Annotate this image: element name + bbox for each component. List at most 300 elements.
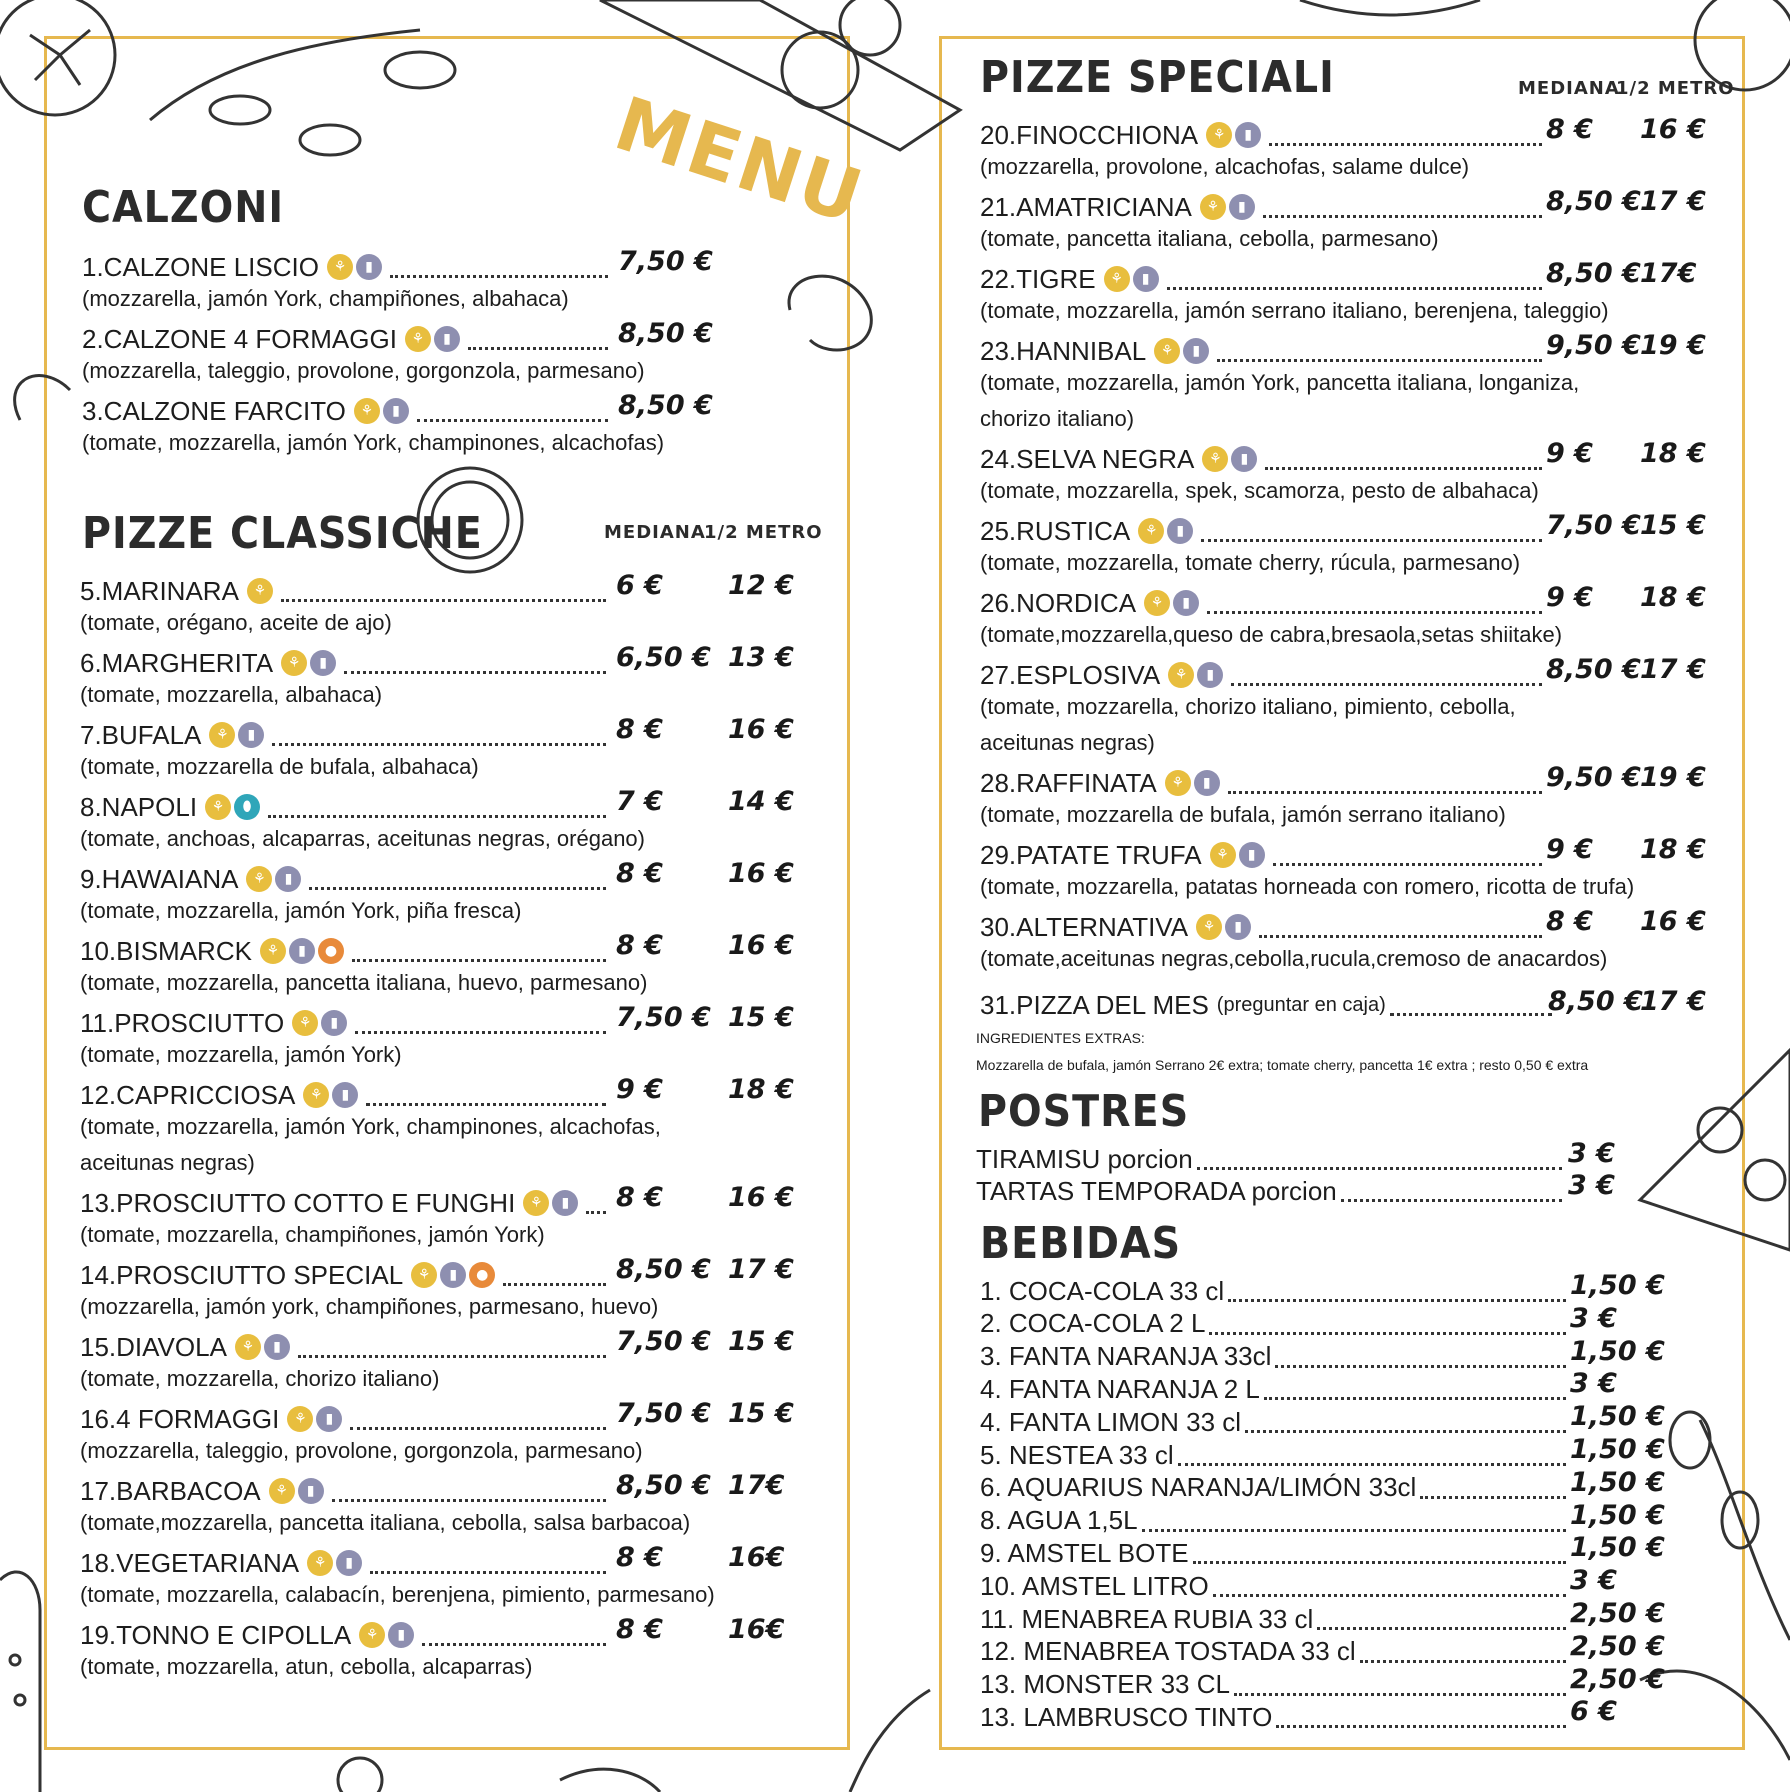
wheat-icon: ⚘ <box>303 1082 329 1108</box>
item-name: 7.BUFALA <box>80 719 202 750</box>
dot-leader <box>1390 1013 1552 1016</box>
menu-item-row <box>80 1330 610 1364</box>
allergen-icons <box>287 1406 342 1432</box>
item-note: (preguntar en caja) <box>1216 993 1386 1016</box>
price-metro: 18 € <box>1640 438 1706 469</box>
menu-item-row <box>980 910 1546 944</box>
price-metro: 16 € <box>1640 906 1706 937</box>
item-description: (mozzarella, jamón york, champiñones, parmesano, huevo) <box>80 1294 659 1319</box>
allergen-icons <box>235 1334 290 1360</box>
allergen-icons <box>411 1262 495 1288</box>
item-description-2: aceitunas negras) <box>80 1150 255 1175</box>
allergen-icons <box>1210 842 1265 868</box>
menu-item-row <box>80 1546 610 1580</box>
price-mediana: 3 € <box>1570 1565 1617 1597</box>
wheat-icon: ⚘ <box>354 398 380 424</box>
menu-item-row <box>80 1618 610 1652</box>
allergen-icons <box>1144 590 1199 616</box>
extras-title: INGREDIENTES EXTRAS: <box>976 1030 1145 1046</box>
price-metro: 15 € <box>1640 510 1706 541</box>
wheat-icon: ⚘ <box>1202 446 1228 472</box>
allergen-icons <box>354 398 409 424</box>
price-mediana: 1,50 € <box>1570 1335 1665 1367</box>
price-metro: 15 € <box>728 1326 794 1357</box>
menu-item-row <box>980 766 1546 800</box>
dot-leader <box>1209 1332 1566 1335</box>
menu-item-row <box>980 118 1546 152</box>
price-metro: 17 € <box>728 1254 794 1285</box>
price-metro: 15 € <box>728 1002 794 1033</box>
menu-item-row <box>980 586 1546 620</box>
item-description: (tomate,mozzarella, pancetta italiana, cebolla, salsa barbacoa) <box>80 1510 691 1535</box>
menu-item-row <box>82 394 612 428</box>
item-name: 5.MARINARA <box>80 575 239 606</box>
dot-leader <box>268 815 606 818</box>
item-description: (mozzarella, taleggio, provolone, gorgonzola, parmesano) <box>82 358 645 383</box>
milk-icon: ▮ <box>298 1478 324 1504</box>
item-name: 20.FINOCCHIONA <box>980 119 1199 150</box>
classiche-col-metro: 1/2 METRO <box>704 522 823 543</box>
item-name: 11.PROSCIUTTO <box>80 1007 285 1038</box>
price-mediana: 9,50 € <box>1546 330 1641 361</box>
menu-item-row <box>980 1274 1570 1308</box>
price-mediana: 6 € <box>616 570 663 601</box>
item-description: (tomate, mozzarella, jamón York, piña fresca) <box>80 898 522 923</box>
price-mediana: 8,50 € <box>1548 986 1643 1017</box>
menu-item-row <box>980 1340 1570 1374</box>
price-mediana: 8,50 € <box>1546 654 1641 685</box>
menu-item-row <box>80 1258 610 1292</box>
classiche-title: PIZZE CLASSICHE <box>82 508 483 559</box>
dot-leader <box>1341 1199 1562 1202</box>
price-metro: 18 € <box>728 1074 794 1105</box>
allergen-icons <box>1168 662 1223 688</box>
price-mediana: 1,50 € <box>1570 1401 1665 1433</box>
price-mediana: 9 € <box>1546 834 1593 865</box>
item-name: 27.ESPLOSIVA <box>980 659 1161 690</box>
item-name: 9. AMSTEL BOTE <box>980 1537 1189 1568</box>
item-description: (tomate, mozzarella de bufala, albahaca) <box>80 754 479 779</box>
item-description: (tomate, pancetta italiana, cebolla, parmesano) <box>980 226 1439 251</box>
price-metro: 17€ <box>728 1470 785 1501</box>
price-mediana: 8 € <box>616 1614 663 1645</box>
dot-leader <box>1228 1299 1566 1302</box>
item-name: TIRAMISU porcion <box>976 1143 1193 1174</box>
wheat-icon: ⚘ <box>1168 662 1194 688</box>
bebidas-title: BEBIDAS <box>980 1218 1182 1269</box>
price-mediana: 8 € <box>1546 906 1593 937</box>
item-name: 6.MARGHERITA <box>80 647 274 678</box>
wheat-icon: ⚘ <box>281 650 307 676</box>
menu-item-row <box>80 934 610 968</box>
dot-leader <box>298 1355 606 1358</box>
menu-item-row <box>80 1402 610 1436</box>
milk-icon: ▮ <box>1239 842 1265 868</box>
dot-leader <box>281 599 606 602</box>
dot-leader <box>1217 359 1542 362</box>
speciali-col-mediana: MEDIANA <box>1518 78 1620 99</box>
price-mediana: 9 € <box>1546 582 1593 613</box>
milk-icon: ▮ <box>434 326 460 352</box>
menu-item-row <box>82 322 612 356</box>
item-description: (mozzarella, taleggio, provolone, gorgonzola, parmesano) <box>80 1438 643 1463</box>
allergen-icons <box>405 326 460 352</box>
price-mediana: 8 € <box>616 930 663 961</box>
item-description: (tomate, mozzarella, jamón York, champinones, alcachofas, <box>80 1114 661 1139</box>
dot-leader <box>366 1103 606 1106</box>
menu-item-row <box>980 1668 1570 1702</box>
milk-icon: ▮ <box>440 1262 466 1288</box>
allergen-icons <box>260 938 344 964</box>
price-mediana: 6 € <box>1570 1696 1617 1728</box>
dot-leader <box>344 671 606 674</box>
item-name: 23.HANNIBAL <box>980 335 1147 366</box>
menu-item-row <box>980 334 1546 368</box>
allergen-icons <box>359 1622 414 1648</box>
item-name: 4. FANTA LIMON 33 cl <box>980 1406 1242 1437</box>
allergen-icons <box>307 1550 362 1576</box>
price-mediana: 8,50 € <box>1546 258 1641 289</box>
item-description-2: aceitunas negras) <box>980 730 1155 755</box>
item-name: 1. COCA-COLA 33 cl <box>980 1275 1225 1306</box>
allergen-icons <box>281 650 336 676</box>
menu-item-row <box>80 1006 610 1040</box>
price-mediana: 9 € <box>616 1074 663 1105</box>
dot-leader <box>1265 467 1542 470</box>
wheat-icon: ⚘ <box>1154 338 1180 364</box>
item-name: 29.PATATE TRUFA <box>980 839 1202 870</box>
menu-item-row <box>80 646 610 680</box>
dot-leader <box>417 419 608 422</box>
item-name: 19.TONNO E CIPOLLA <box>80 1619 352 1650</box>
menu-item-row <box>976 1142 1566 1176</box>
allergen-icons <box>205 794 260 820</box>
egg-icon: ● <box>469 1262 495 1288</box>
price-mediana: 2,50 € <box>1570 1663 1665 1695</box>
item-name: 12.CAPRICCIOSA <box>80 1079 296 1110</box>
egg-icon: ● <box>318 938 344 964</box>
menu-item-row <box>980 838 1546 872</box>
price-metro: 18 € <box>1640 834 1706 865</box>
milk-icon: ▮ <box>264 1334 290 1360</box>
allergen-icons <box>1104 266 1159 292</box>
wheat-icon: ⚘ <box>260 938 286 964</box>
item-name: TARTAS TEMPORADA porcion <box>976 1175 1337 1206</box>
wheat-icon: ⚘ <box>405 326 431 352</box>
price-mediana: 1,50 € <box>1570 1499 1665 1531</box>
item-name: 1.CALZONE LISCIO <box>82 251 319 282</box>
menu-title: MENU <box>604 80 874 242</box>
wheat-icon: ⚘ <box>307 1550 333 1576</box>
item-description: (tomate, mozzarella, jamón York, champinones, alcachofas) <box>82 430 665 455</box>
price-metro: 19 € <box>1640 762 1706 793</box>
price-mediana: 7,50 € <box>616 1398 711 1429</box>
price-metro: 15 € <box>728 1398 794 1429</box>
item-description-2: chorizo italiano) <box>980 406 1135 431</box>
item-name: 2.CALZONE 4 FORMAGGI <box>82 323 397 354</box>
item-name: 22.TIGRE <box>980 263 1096 294</box>
price-mediana: 9,50 € <box>1546 762 1641 793</box>
milk-icon: ▮ <box>321 1010 347 1036</box>
milk-icon: ▮ <box>336 1550 362 1576</box>
milk-icon: ▮ <box>1183 338 1209 364</box>
allergen-icons <box>327 254 382 280</box>
price-mediana: 1,50 € <box>1570 1532 1665 1564</box>
dot-leader <box>1263 215 1542 218</box>
price-metro: 19 € <box>1640 330 1706 361</box>
allergen-icons <box>1154 338 1209 364</box>
allergen-icons <box>209 722 264 748</box>
milk-icon: ▮ <box>356 254 382 280</box>
item-description: (tomate, mozzarella, jamón York, pancetta italiana, longaniza, <box>980 370 1580 395</box>
item-name: 9.HAWAIANA <box>80 863 239 894</box>
item-name: 3. FANTA NARANJA 33cl <box>980 1341 1272 1372</box>
item-name: 21.AMATRICIANA <box>980 191 1192 222</box>
menu-item-row <box>980 1372 1570 1406</box>
menu-item-row <box>980 1405 1570 1439</box>
item-name: 10.BISMARCK <box>80 935 252 966</box>
item-name: 18.VEGETARIANA <box>80 1547 300 1578</box>
item-name: 5. NESTEA 33 cl <box>980 1439 1174 1470</box>
menu-item-row <box>980 658 1546 692</box>
item-description: (mozzarella, jamón York, champiñones, albahaca) <box>82 286 569 311</box>
allergen-icons <box>1202 446 1257 472</box>
allergen-icons <box>1165 770 1220 796</box>
wheat-icon: ⚘ <box>269 1478 295 1504</box>
price-metro: 16 € <box>1640 114 1706 145</box>
menu-item-row <box>80 862 610 896</box>
item-name: 4. FANTA NARANJA 2 L <box>980 1373 1260 1404</box>
milk-icon: ▮ <box>1173 590 1199 616</box>
wheat-icon: ⚘ <box>247 578 273 604</box>
wheat-icon: ⚘ <box>327 254 353 280</box>
milk-icon: ▮ <box>1197 662 1223 688</box>
dot-leader <box>1167 287 1542 290</box>
allergen-icons <box>247 578 273 604</box>
item-description: (tomate, mozzarella, jamón serrano italiano, berenjena, taleggio) <box>980 298 1609 323</box>
dot-leader <box>370 1571 606 1574</box>
menu-item-row <box>976 1174 1566 1208</box>
price-mediana: 8,50 € <box>618 318 713 349</box>
menu-item-row <box>980 262 1546 296</box>
item-name: 24.SELVA NEGRA <box>980 443 1195 474</box>
dot-leader <box>1193 1561 1566 1564</box>
price-metro: 16 € <box>728 930 794 961</box>
pizza-del-mes-row <box>980 988 1556 1022</box>
menu-item-row <box>980 442 1546 476</box>
menu-item-row <box>980 1700 1570 1734</box>
menu-item-row <box>980 190 1546 224</box>
item-name: 8. AGUA 1,5L <box>980 1505 1138 1536</box>
price-mediana: 9 € <box>1546 438 1593 469</box>
milk-icon: ▮ <box>388 1622 414 1648</box>
menu-item-row <box>980 514 1546 548</box>
item-description: (tomate,mozzarella,queso de cabra,bresaola,setas shiitake) <box>980 622 1563 647</box>
price-metro: 16€ <box>728 1614 785 1645</box>
dot-leader <box>422 1643 606 1646</box>
item-description: (tomate, mozzarella, chorizo italiano) <box>80 1366 440 1391</box>
item-description: (tomate, mozzarella, champiñones, jamón York) <box>80 1222 545 1247</box>
price-mediana: 8,50 € <box>618 390 713 421</box>
item-name: 3.CALZONE FARCITO <box>82 395 346 426</box>
dot-leader <box>1276 1725 1566 1728</box>
dot-leader <box>355 1031 606 1034</box>
allergen-icons <box>1200 194 1255 220</box>
menu-item-row <box>82 250 612 284</box>
allergen-icons <box>246 866 301 892</box>
price-metro: 17 € <box>1640 986 1706 1017</box>
price-mediana: 8,50 € <box>1546 186 1641 217</box>
price-metro: 17€ <box>1640 258 1697 289</box>
dot-leader <box>1317 1627 1566 1630</box>
menu-item-row <box>80 574 610 608</box>
dot-leader <box>586 1211 606 1214</box>
price-mediana: 7,50 € <box>618 246 713 277</box>
item-name: 6. AQUARIUS NARANJA/LIMÓN 33cl <box>980 1472 1417 1503</box>
item-name: 10. AMSTEL LITRO <box>980 1570 1209 1601</box>
allergen-icons <box>303 1082 358 1108</box>
speciali-title: PIZZE SPECIALI <box>980 52 1335 103</box>
item-description: (tomate, mozzarella, patatas horneada con romero, ricotta de trufa) <box>980 874 1635 899</box>
dot-leader <box>1420 1496 1566 1499</box>
item-name: 25.RUSTICA <box>980 515 1131 546</box>
menu-item-row <box>980 1569 1570 1603</box>
wheat-icon: ⚘ <box>1206 122 1232 148</box>
price-mediana: 3 € <box>1568 1138 1615 1169</box>
dot-leader <box>1273 863 1542 866</box>
price-mediana: 1,50 € <box>1570 1466 1665 1498</box>
price-mediana: 2,50 € <box>1570 1630 1665 1662</box>
price-mediana: 8 € <box>616 714 663 745</box>
price-mediana: 3 € <box>1570 1368 1617 1400</box>
item-description: (tomate, mozzarella de bufala, jamón serrano italiano) <box>980 802 1506 827</box>
speciali-col-metro: 1/2 METRO <box>1616 78 1735 99</box>
dot-leader <box>309 887 606 890</box>
price-metro: 17 € <box>1640 654 1706 685</box>
dot-leader <box>1231 683 1542 686</box>
dot-leader <box>272 743 606 746</box>
item-name: 17.BARBACOA <box>80 1475 261 1506</box>
fish-icon: ⬮ <box>234 794 260 820</box>
dot-leader <box>390 275 608 278</box>
dot-leader <box>468 347 608 350</box>
wheat-icon: ⚘ <box>1104 266 1130 292</box>
price-metro: 16 € <box>728 858 794 889</box>
menu-item-row <box>980 1438 1570 1472</box>
milk-icon: ▮ <box>289 938 315 964</box>
dot-leader <box>1201 539 1542 542</box>
item-description: (tomate, orégano, aceite de ajo) <box>80 610 392 635</box>
wheat-icon: ⚘ <box>523 1190 549 1216</box>
price-mediana: 8 € <box>616 1182 663 1213</box>
milk-icon: ▮ <box>552 1190 578 1216</box>
price-mediana: 6,50 € <box>616 642 711 673</box>
wheat-icon: ⚘ <box>1196 914 1222 940</box>
menu-item-row <box>80 1474 610 1508</box>
price-metro: 16€ <box>728 1542 785 1573</box>
dot-leader <box>1275 1365 1566 1368</box>
price-mediana: 3 € <box>1570 1302 1617 1334</box>
extras-text: Mozzarella de bufala, jamón Serrano 2€ extra; tomate cherry, pancetta 1€ extra ; resto 0,50 € extra <box>976 1057 1589 1073</box>
dot-leader <box>1264 1397 1566 1400</box>
price-metro: 14 € <box>728 786 794 817</box>
price-metro: 13 € <box>728 642 794 673</box>
allergen-icons <box>1138 518 1193 544</box>
milk-icon: ▮ <box>1231 446 1257 472</box>
milk-icon: ▮ <box>310 650 336 676</box>
allergen-icons <box>523 1190 578 1216</box>
price-metro: 16 € <box>728 1182 794 1213</box>
item-name: 12. MENABREA TOSTADA 33 cl <box>980 1636 1356 1667</box>
item-name: 26.NORDICA <box>980 587 1137 618</box>
wheat-icon: ⚘ <box>287 1406 313 1432</box>
menu-item-row <box>80 790 610 824</box>
postres-title: POSTRES <box>978 1086 1190 1137</box>
menu-item-row <box>980 1602 1570 1636</box>
price-mediana: 1,50 € <box>1570 1434 1665 1465</box>
price-mediana: 3 € <box>1568 1170 1615 1201</box>
price-mediana: 2,50 € <box>1570 1598 1665 1629</box>
dot-leader <box>352 959 606 962</box>
wheat-icon: ⚘ <box>205 794 231 820</box>
item-name: 2. COCA-COLA 2 L <box>980 1308 1206 1339</box>
wheat-icon: ⚘ <box>359 1622 385 1648</box>
price-metro: 12 € <box>728 570 794 601</box>
item-name: 28.RAFFINATA <box>980 767 1157 798</box>
milk-icon: ▮ <box>1229 194 1255 220</box>
wheat-icon: ⚘ <box>1144 590 1170 616</box>
item-name: 30.ALTERNATIVA <box>980 911 1189 942</box>
dot-leader <box>1245 1430 1566 1433</box>
item-name: 16.4 FORMAGGI <box>80 1403 280 1434</box>
milk-icon: ▮ <box>1133 266 1159 292</box>
dot-leader <box>1234 1693 1566 1696</box>
milk-icon: ▮ <box>383 398 409 424</box>
milk-icon: ▮ <box>1235 122 1261 148</box>
item-description: (tomate, mozzarella, tomate cherry, rúcula, parmesano) <box>980 550 1521 575</box>
item-name: 15.DIAVOLA <box>80 1331 227 1362</box>
milk-icon: ▮ <box>332 1082 358 1108</box>
wheat-icon: ⚘ <box>246 866 272 892</box>
item-description: (tomate, mozzarella, atun, cebolla, alcaparras) <box>80 1654 533 1679</box>
dot-leader <box>1197 1167 1562 1170</box>
price-mediana: 7,50 € <box>1546 510 1641 541</box>
menu-item-row <box>980 1471 1570 1505</box>
dot-leader <box>1207 611 1542 614</box>
price-mediana: 8,50 € <box>616 1254 711 1285</box>
allergen-icons <box>269 1478 324 1504</box>
price-metro: 16 € <box>728 714 794 745</box>
price-mediana: 7,50 € <box>616 1326 711 1357</box>
wheat-icon: ⚘ <box>1210 842 1236 868</box>
dot-leader <box>1213 1594 1566 1597</box>
dot-leader <box>1142 1529 1566 1532</box>
price-mediana: 1,50 € <box>1570 1270 1665 1301</box>
dot-leader <box>503 1283 606 1286</box>
dot-leader <box>1178 1463 1566 1466</box>
price-mediana: 7,50 € <box>616 1002 711 1033</box>
dot-leader <box>332 1499 606 1502</box>
milk-icon: ▮ <box>1225 914 1251 940</box>
wheat-icon: ⚘ <box>235 1334 261 1360</box>
dot-leader <box>1269 143 1542 146</box>
dot-leader <box>1360 1660 1566 1663</box>
price-mediana: 8 € <box>616 858 663 889</box>
item-description: (tomate, mozzarella, chorizo italiano, pimiento, cebolla, <box>980 694 1516 719</box>
allergen-icons <box>1196 914 1251 940</box>
milk-icon: ▮ <box>275 866 301 892</box>
item-description: (tomate, anchoas, alcaparras, aceitunas negras, orégano) <box>80 826 645 851</box>
